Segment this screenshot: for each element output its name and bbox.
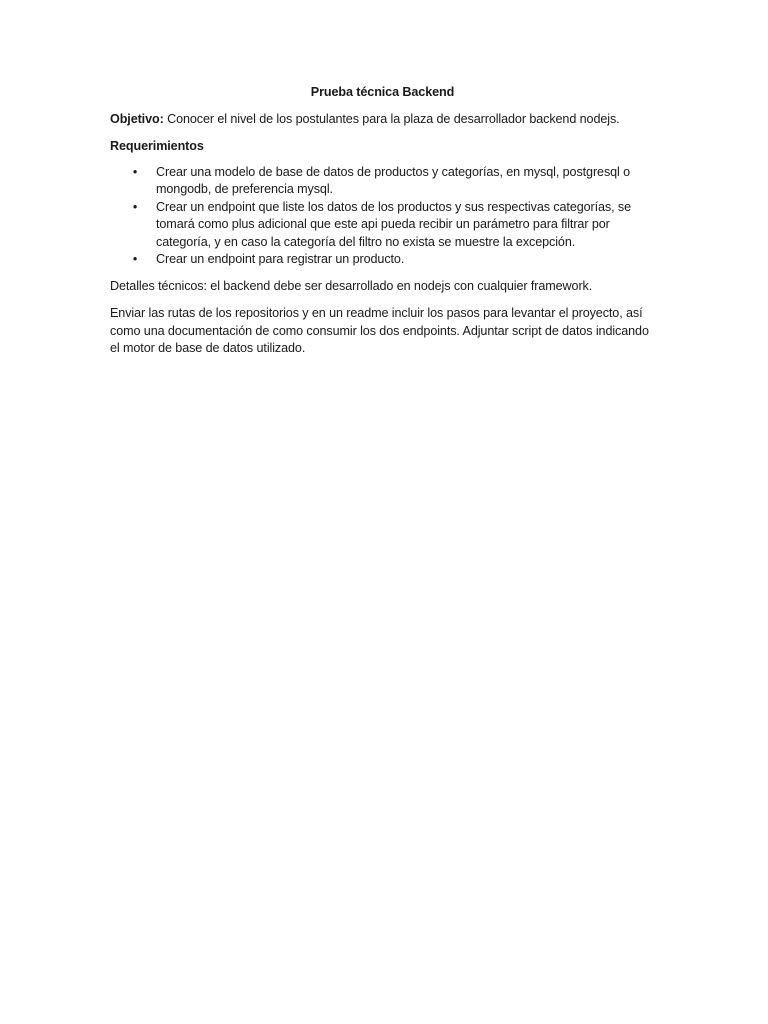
- objective-text: Conocer el nivel de los postulantes para la plaza de desarrollador backend nodejs.: [163, 111, 620, 126]
- requirement-item: [110, 164, 655, 199]
- objective-paragraph: [110, 111, 655, 129]
- bullet-icon: •: [132, 252, 138, 266]
- requirement-item: [110, 199, 655, 252]
- bullet-icon: •: [132, 164, 138, 179]
- requirements-heading: Requerimientos: [110, 139, 204, 153]
- requirements-list: [110, 164, 655, 269]
- requirement-text: Crear un endpoint para registrar un producto.: [156, 252, 405, 266]
- requirement-text: Crear un endpoint que liste los datos de los productos y sus respectivas categorías, se tomará como plus adicional que este api pueda recibir un parámetro para filtrar por categoría, y en caso la categoría del filtro no exista se muestre la excepción.: [156, 199, 632, 249]
- submission-paragraph: Enviar las rutas de los repositorios y en un readme incluir los pasos para levantar el proyecto, así como una documentación de como consumir los dos endpoints. Adjuntar script de datos indicando el motor de base de datos utilizado.: [110, 306, 649, 355]
- document-body: [110, 84, 655, 368]
- document-title: Prueba técnica Backend: [310, 85, 455, 99]
- bullet-icon: •: [132, 199, 138, 214]
- requirement-text: Crear una modelo de base de datos de productos y categorías, en mysql, postgresql o mongodb, de preferencia mysql.: [156, 164, 631, 196]
- objective-label: Objetivo:: [110, 111, 164, 126]
- requirement-item: [110, 251, 655, 269]
- technical-details-paragraph: Detalles técnicos: el backend debe ser desarrollado en nodejs con cualquier framework.: [110, 278, 593, 293]
